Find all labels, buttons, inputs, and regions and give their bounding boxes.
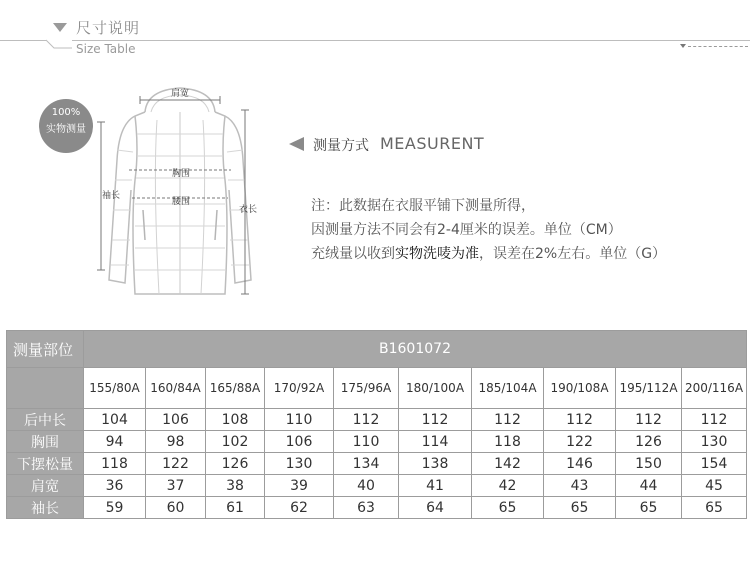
size-header: 195/112A	[616, 368, 682, 409]
table-row	[7, 475, 747, 497]
note-line-2: 因测量方法不同会有2-4厘米的误差。单位（CM）	[311, 222, 622, 238]
table-cell: 110	[265, 409, 334, 431]
note-line-3-start: 充绒量以收到	[311, 246, 395, 262]
note-line-3	[311, 243, 666, 263]
table-cell: 44	[616, 475, 682, 497]
note-line-3-end: ，误差在2%左右。单位（G）	[479, 246, 667, 262]
note-line-1: 注：此数据在衣服平铺下测量所得，	[311, 198, 535, 214]
left-arrow-icon	[289, 137, 304, 151]
table-cell: 41	[399, 475, 472, 497]
size-header: 185/104A	[472, 368, 544, 409]
table-cell: 112	[682, 409, 747, 431]
measurement-title: 测量方式	[313, 138, 369, 154]
table-cell: 114	[399, 431, 472, 453]
table-cell: 43	[544, 475, 616, 497]
table-cell: 112	[616, 409, 682, 431]
table-cell: 59	[84, 497, 146, 519]
table-cell: 142	[472, 453, 544, 475]
measurement-title-en: MEASURENT	[380, 134, 485, 153]
down-coat-outline-icon	[95, 80, 265, 305]
table-cell: 134	[334, 453, 399, 475]
page-title: 尺寸说明	[76, 19, 141, 37]
table-row	[7, 453, 747, 475]
header-notch	[46, 33, 72, 49]
row-label: 下摆松量	[7, 453, 84, 475]
header-divider	[0, 40, 750, 41]
table-cell: 126	[616, 431, 682, 453]
table-cell: 112	[544, 409, 616, 431]
dash-arrow-icon	[680, 44, 686, 48]
row-label: 肩宽	[7, 475, 84, 497]
size-header: 170/92A	[265, 368, 334, 409]
table-row	[7, 431, 747, 453]
table-cell: 42	[472, 475, 544, 497]
size-header: 190/108A	[544, 368, 616, 409]
table-cell: 65	[616, 497, 682, 519]
table-cell: 40	[334, 475, 399, 497]
size-header: 200/116A	[682, 368, 747, 409]
table-cell: 110	[334, 431, 399, 453]
header-dashed-line	[688, 46, 748, 47]
table-cell: 65	[544, 497, 616, 519]
size-header: 155/80A	[84, 368, 146, 409]
note-line-3-emphasis: 实物洗唛为准	[395, 246, 479, 262]
table-cell: 102	[206, 431, 265, 453]
sleeve-label: 袖长	[102, 191, 121, 201]
model-number: B1601072	[84, 331, 747, 368]
table-cell: 112	[472, 409, 544, 431]
size-header: 160/84A	[146, 368, 206, 409]
table-cell: 36	[84, 475, 146, 497]
length-label: 衣长	[239, 205, 258, 215]
table-cell: 38	[206, 475, 265, 497]
table-cell: 112	[399, 409, 472, 431]
row-label: 袖长	[7, 497, 84, 519]
table-cell: 64	[399, 497, 472, 519]
header-triangle-icon	[53, 23, 67, 32]
table-cell: 106	[146, 409, 206, 431]
page-subtitle: Size Table	[76, 42, 136, 56]
table-cell: 118	[84, 453, 146, 475]
sizes-row	[7, 368, 747, 409]
table-header-row	[7, 331, 747, 368]
table-cell: 126	[206, 453, 265, 475]
table-cell: 45	[682, 475, 747, 497]
size-header: 165/88A	[206, 368, 265, 409]
table-cell: 146	[544, 453, 616, 475]
table-cell: 118	[472, 431, 544, 453]
badge-text: 实物测量	[46, 124, 86, 135]
table-cell: 150	[616, 453, 682, 475]
table-cell: 61	[206, 497, 265, 519]
table-cell: 65	[682, 497, 747, 519]
size-header: 175/96A	[334, 368, 399, 409]
corner-label: 测量部位	[7, 331, 84, 368]
badge-percent: 100%	[51, 107, 81, 118]
shoulder-label: 肩宽	[171, 89, 190, 99]
table-cell: 39	[265, 475, 334, 497]
table-cell: 154	[682, 453, 747, 475]
waist-label: 腰围	[172, 197, 191, 207]
sizes-row-label-cell	[7, 368, 84, 409]
table-cell: 60	[146, 497, 206, 519]
table-cell: 108	[206, 409, 265, 431]
table-cell: 37	[146, 475, 206, 497]
table-cell: 98	[146, 431, 206, 453]
table-cell: 65	[472, 497, 544, 519]
table-cell: 106	[265, 431, 334, 453]
table-cell: 122	[544, 431, 616, 453]
table-cell: 138	[399, 453, 472, 475]
table-row	[7, 497, 747, 519]
real-measure-badge	[39, 99, 93, 153]
table-cell: 104	[84, 409, 146, 431]
size-table-body	[7, 331, 747, 519]
table-cell: 62	[265, 497, 334, 519]
size-table	[6, 330, 747, 519]
row-label: 胸围	[7, 431, 84, 453]
table-cell: 63	[334, 497, 399, 519]
table-cell: 130	[682, 431, 747, 453]
table-row	[7, 409, 747, 431]
table-cell: 130	[265, 453, 334, 475]
table-cell: 122	[146, 453, 206, 475]
size-header: 180/100A	[399, 368, 472, 409]
row-label: 后中长	[7, 409, 84, 431]
chest-label: 胸围	[172, 169, 191, 179]
table-cell: 94	[84, 431, 146, 453]
garment-illustration	[95, 80, 265, 305]
table-cell: 112	[334, 409, 399, 431]
